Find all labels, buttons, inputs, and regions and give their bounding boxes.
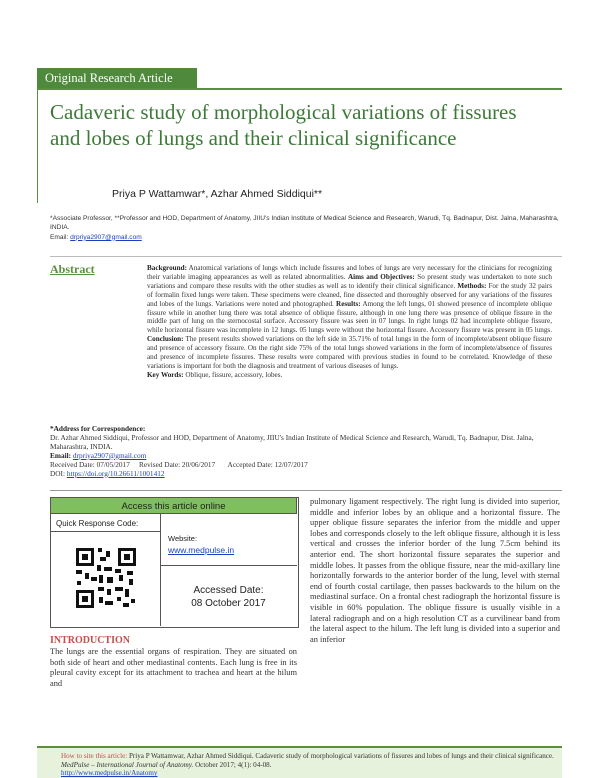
divider	[50, 256, 562, 257]
aims-text: So present study was undertaken to note such variations and compare these results with the other studies as well as to identify their clinical significance.	[147, 272, 552, 290]
header-rule-left	[37, 88, 38, 203]
aims-label: Aims and Objectives:	[347, 272, 415, 281]
article-title: Cadaveric study of morphological variations of fissures and lobes of lungs and their clinical significance	[50, 100, 517, 150]
qr-code-icon[interactable]	[73, 545, 139, 611]
conclusion-text: The present results showed variations on the left side in 35.71% of total lungs in the form of incomplete/absent oblique fissure and presence of accessory fissure. On the right side 75% of the total lungs showed variations in the form of incomplete/absence of fissures and presence of incomplete fissures. These results were compared with previous studies in found to be correlated. Knowledge of these variations is important for both the diagnosis and treatment of various diseases of lungs.	[147, 335, 553, 370]
correspondence-email-label: Email:	[50, 450, 72, 460]
citation-label: How to site this article:	[61, 752, 128, 760]
correspondence	[50, 425, 560, 478]
access-box-divider	[160, 514, 161, 626]
citation-text: Priya P Wattamwar, Azhar Ahmed Siddiqui. Cadaveric study of morphological variations of fissures and lobes of lungs and their clinical significance.	[128, 752, 554, 760]
citation-details: October 2017; 4(1): 04-08.	[195, 760, 272, 769]
accessed-date: 08 October 2017	[191, 598, 266, 609]
website-label: Website:	[168, 534, 198, 543]
correspondence-text: Dr. Azhar Ahmed Siddiqui, Professor and HOD, Department of Anatomy, JIIU's Indian Institute of Medical Science and Research, Warudi, Tq. Badnapur, Dist. Jalna, Maharashtra, INDIA.	[50, 432, 534, 451]
citation-journal: MedPulse – International Journal of Anatomy.	[61, 760, 194, 769]
doi-label: DOI:	[50, 468, 65, 478]
abstract-body	[147, 264, 552, 380]
access-box-divider	[50, 531, 160, 532]
accepted-date: Accepted Date: 12/07/2017	[227, 459, 308, 469]
introduction-text: The lungs are the essential organs of respiration. They are situated on both side of heart and other mediastinal contents. Each lung is free in its pleural cavity except for its attachment to trachea and heart at the hilum and	[50, 647, 297, 688]
conclusion-label: Conclusion:	[147, 335, 184, 344]
article-type-badge: Original Research Article	[37, 68, 197, 88]
correspondence-email-link[interactable]: drpriya2907@gmail.com	[72, 450, 147, 460]
keywords-text: Oblique, fissure, accessory, lobes.	[185, 370, 283, 379]
access-box-divider	[160, 565, 297, 566]
accessed-date-label: Accessed Date:	[193, 585, 264, 596]
citation-url[interactable]: http://www.medpulse.in/Anatomy	[61, 769, 158, 778]
results-text: Among the left lungs, 01 showed presence of incomplete oblique fissure while in another lung there was total absence of oblique fissure, although in one lung there was presence of oblique fissure in the middle part of lung on the sternocostal surface. Accessory fissure was seen in 07 lungs. In right lungs 02 had incomplete oblique fissure, while horizontal fissure was incomplete in 12 lungs. 05 lungs were without the horizontal fissure. Accessory fissure was present in 05 lungs.	[147, 299, 552, 335]
affiliation	[50, 214, 560, 242]
methods-text: For the study 32 pairs of formalin fixed lungs were taken. These specimens were cleaned, fine dissected and thoroughly observed for any variations of the fissures and lobes of the lungs. Variations were noted and photographed.	[147, 281, 552, 308]
introduction-heading: INTRODUCTION	[50, 635, 131, 646]
keywords-label: Key Words:	[147, 370, 184, 379]
header-rule	[37, 88, 562, 90]
qr-label: Quick Response Code:	[56, 519, 139, 528]
authors: Priya P Wattamwar*, Azhar Ahmed Siddiqui**	[112, 188, 323, 200]
affiliation-text: *Associate Professor, **Professor and HOD, Department of Anatomy, JIIU's Indian Institute of Medical Science and Research, Warudi, Tq. Badnapur, Dist. Jalna, Maharashtra, INDIA.	[50, 215, 559, 232]
affiliation-email-link[interactable]: drpriya2907@gmail.com	[70, 233, 142, 241]
divider-lower	[50, 490, 562, 491]
access-box-header: Access this article online	[50, 497, 297, 514]
citation-box	[37, 746, 562, 778]
received-date: Received Date: 07/05/2017	[50, 459, 130, 469]
affiliation-email-label: Email:	[50, 233, 69, 241]
background-text: Anatomical variations of lungs which include fissures and lobes of lungs are very necessary for the clinicians for recognizing their variable imaging appearances as well as related abnormalities.	[147, 264, 552, 281]
methods-label: Methods:	[457, 281, 487, 290]
revised-date: Revised Date: 20/06/2017	[138, 459, 216, 469]
doi-link[interactable]: https://doi.org/10.26611/1001412	[66, 468, 165, 478]
background-label: Background:	[147, 264, 187, 272]
website-link[interactable]: www.medpulse.in	[168, 545, 235, 555]
abstract-heading: Abstract	[50, 262, 95, 276]
results-label: Results:	[336, 299, 361, 308]
body-column-right: pulmonary ligament respectively. The right lung is divided into superior, middle and inferior lobes by an oblique and a horizontal fissure. The upper oblique fissure separates the inferior from the middle and upper lobes and corresponds closely to the left oblique fissure, although it is less vertical and crosses the inferior border of the lung 7.5cm behind its anterior end. The short horizontal fissure separates the superior and middle lobes. It passes from the oblique fissure, near the mid-axillary line horizontally forwards to the anterior border of the lung, level with sternal end of fourth costal cartilage, then passes backwards to the hilum on the mediastinal surface. On a frontal chest radiograph the horizontal fissure is visible in 60% population. The oblique fissure is usually visible in a lateral radiograph and on a high resolution CT as a curvilinear band from the lateral aspect to the hilum. The left lung is divided into a superior and an inferior	[310, 497, 560, 644]
correspondence-label: *Address for Correspondence:	[50, 424, 146, 433]
